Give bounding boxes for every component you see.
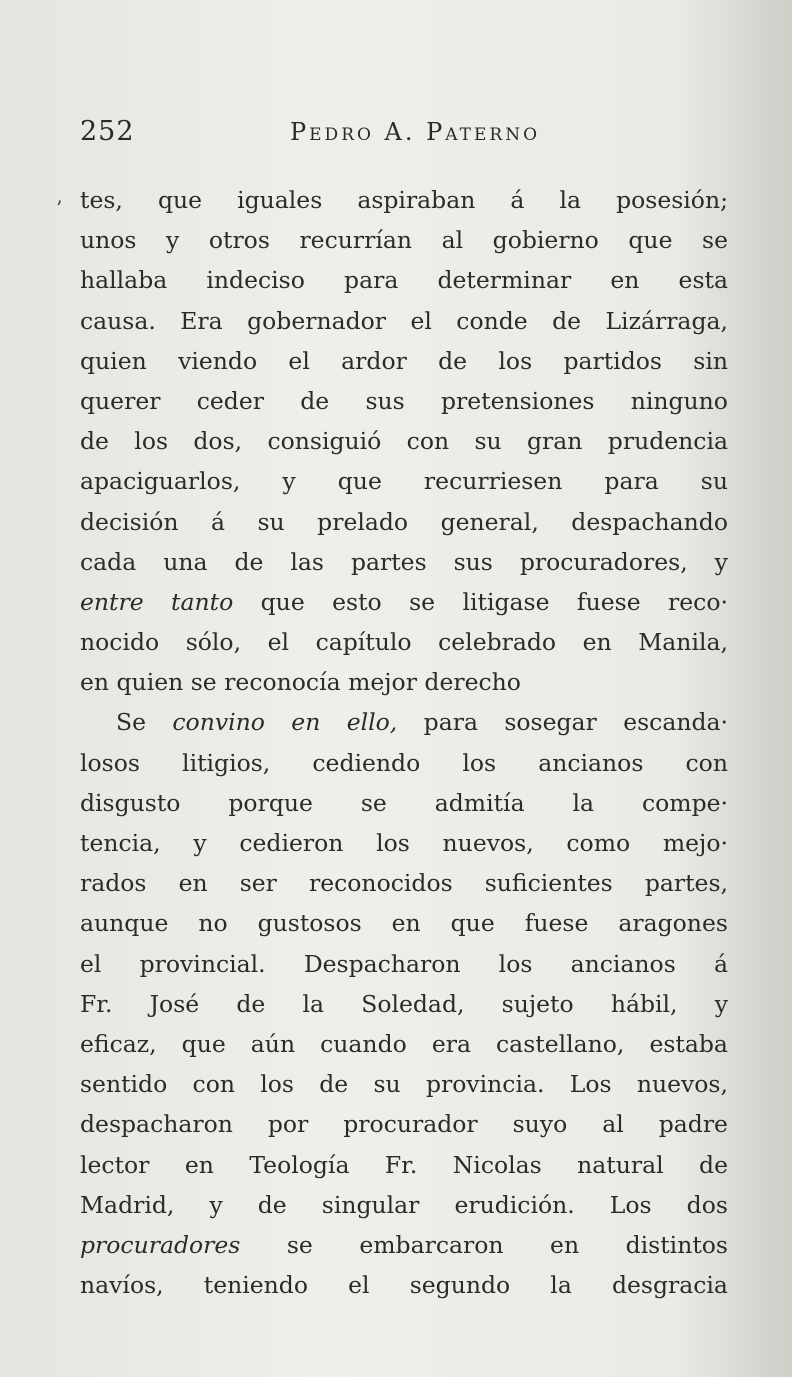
text-line [80,1225,728,1265]
word: Los [609,1190,652,1219]
word: era [431,1029,471,1058]
word: gobernador [247,306,387,335]
word: padre [658,1110,728,1139]
word: reco· [668,587,728,616]
word: Lizárraga, [605,306,728,335]
text-line [80,1145,728,1185]
word: disgusto [80,788,181,817]
word: recurrían [299,226,413,255]
word: segundo [409,1271,511,1300]
word: navíos, [80,1271,164,1300]
word: el [410,306,432,335]
text-line [80,542,728,582]
word: provincia. [425,1070,545,1099]
word: y [714,989,728,1018]
word: como [566,829,631,857]
text-line [80,662,728,702]
word: José [149,989,200,1018]
word: para [604,467,659,496]
word: Manila, [638,628,728,657]
word: con [192,1070,235,1099]
word: compe· [641,788,728,817]
word: de [300,386,330,415]
word: decisión [80,507,179,536]
text-line [80,220,728,260]
word: en [291,708,321,737]
word: conde [456,306,528,335]
word: posesión; [616,186,728,214]
text-line [80,1104,728,1144]
running-title: Pedro A. Paterno [290,118,540,146]
text-line [80,502,728,542]
word: causa. [80,306,156,335]
word: despachando [571,507,728,536]
word: á [210,507,225,536]
word: aragones [618,909,728,938]
word: al [441,226,464,255]
word: Los [569,1070,612,1099]
word: su [373,1070,401,1099]
word: una [163,547,208,576]
word: esto [332,587,382,616]
text-line [80,180,728,220]
word: procurador [343,1110,478,1139]
word: en [391,909,421,938]
word: en [550,1230,580,1259]
word: sujeto [501,989,574,1018]
word: á [713,949,728,978]
word: ser [239,869,277,898]
text-line [80,823,728,863]
word: sosegar [504,708,597,737]
word: celebrado [438,628,557,657]
word: gustosos [257,909,362,938]
word: de [257,1190,287,1219]
word: se [702,226,728,255]
word: en [610,266,640,295]
word: para [344,266,399,295]
word: cuando [320,1029,407,1058]
word: castellano, [496,1029,625,1058]
word: para [423,708,478,737]
word: aún [250,1029,296,1058]
word: el [267,628,290,657]
word: que [450,909,495,938]
word: provincial. [139,949,266,978]
word: la [302,989,325,1018]
word: despacharon [80,1110,233,1139]
word: y [166,226,180,255]
word: rados [80,869,147,898]
word: aspiraban [357,186,476,214]
word: Se [116,708,147,737]
word: unos [80,226,137,255]
word: los [498,949,533,978]
word: en [178,869,208,898]
word: singular [321,1190,420,1219]
word: reconocía [224,668,349,697]
page-header [80,116,730,152]
word: porque [228,788,313,817]
word: distintos [625,1230,728,1259]
word: y [193,829,207,857]
text-line [80,622,728,662]
word: ancianos [538,748,644,777]
word: quien [80,346,147,375]
text-line [80,743,728,783]
word: partes, [644,869,728,898]
word: consiguió [267,427,382,456]
word: Madrid, [80,1190,175,1219]
word: ceder [196,386,264,415]
word: con [685,748,728,777]
word: convino [172,708,265,737]
word: partes [350,547,427,576]
word: y [282,467,296,496]
text-line [80,1024,728,1064]
word: hábil, [610,989,678,1018]
word: iguales [237,186,323,214]
word: cediendo [312,748,421,777]
word: reconocidos [308,869,453,898]
word: tanto [171,587,234,616]
word: determinar [437,266,572,295]
word: prelado [317,507,409,536]
word: suyo [512,1110,568,1139]
text-line [80,903,728,943]
word: prudencia [607,427,728,456]
word: procuradores, [519,547,688,576]
word: y [714,547,728,576]
word: de [699,1150,728,1179]
word: sus [365,386,405,415]
word: cedieron [239,829,344,857]
word: desgracia [611,1271,728,1300]
word: sólo, [185,628,242,657]
word: por [267,1110,309,1139]
word: sus [453,547,493,576]
text-line [80,1265,728,1305]
word: la [550,1271,572,1300]
word: lector [80,1150,150,1179]
text-line [80,341,728,381]
word: viendo [178,346,258,375]
word: partidos [563,346,662,375]
text-line [80,421,728,461]
word: pretensiones [440,386,595,415]
word: procuradores [80,1230,241,1259]
word: se [409,587,436,616]
word: se [286,1230,313,1259]
word: los [498,346,533,375]
word: de [438,346,468,375]
word: que [337,467,382,496]
word: entre [80,587,144,616]
text-line [80,1064,728,1104]
word: ardor [341,346,407,375]
word: Soledad, [361,989,465,1018]
word: estaba [649,1029,728,1058]
word: derecho [424,668,521,697]
word: suficientes [484,869,613,898]
text-line [80,944,728,984]
word: Era [180,306,223,335]
word: nuevos, [636,1070,728,1099]
word: Teología [249,1150,350,1179]
word: de [552,306,582,335]
word: al [602,1110,624,1139]
word: gran [527,427,583,456]
word: se [190,668,225,697]
word: de [80,427,109,456]
word: se [360,788,387,817]
word: embarcaron [359,1230,504,1259]
word: ninguno [630,386,728,415]
word: en [582,628,612,657]
word: sin [693,346,728,375]
word: tencia, [80,829,161,857]
word: que [628,226,673,255]
text-line [80,582,728,622]
word: los [462,748,497,777]
word: eficaz, [80,1029,157,1058]
word: dos, [193,427,243,456]
word: los [260,1070,294,1099]
word: la [559,186,582,214]
word: Nicolas [452,1150,542,1179]
word: de [319,1070,349,1099]
word: los [376,829,410,857]
word: su [474,427,502,456]
word: querer [80,386,161,415]
word: Fr. [80,989,113,1018]
word: aunque [80,909,169,938]
word: mejo· [662,829,728,857]
word: fuese [524,909,589,938]
word: gobierno [492,226,599,255]
word: fuese [576,587,641,616]
word: otros [208,226,270,255]
word: su [700,467,728,496]
word: nuevos, [442,829,534,857]
body-text [80,180,728,1305]
word: el [80,949,102,978]
word: que [157,186,203,214]
word: la [572,788,595,817]
word: litigios, [182,748,271,777]
word: cada [80,547,137,576]
text-line [80,863,728,903]
word: escanda· [623,708,728,737]
word: de [236,989,266,1018]
word: ello, [346,708,398,737]
word: á [510,186,525,214]
word: que [181,1029,226,1058]
word: apaciguarlos, [80,467,241,496]
word: teniendo [203,1271,308,1300]
word: los [134,427,169,456]
word: recurriesen [423,467,563,496]
word: general, [440,507,539,536]
word: indeciso [206,266,305,295]
text-line [80,702,728,742]
word: y [209,1190,223,1219]
word: natural [577,1150,664,1179]
word: esta [678,266,728,295]
text-line [80,301,728,341]
word: litigase [462,587,550,616]
word: capítulo [315,628,412,657]
text-line [80,381,728,421]
word: dos [686,1190,728,1219]
word: Despacharon [303,949,461,978]
word: quien [116,668,191,697]
text-line [80,260,728,300]
word: losos [80,748,140,777]
word: su [257,507,285,536]
page-number: 252 [80,116,135,147]
word: tes, [80,186,123,214]
word: el [348,1271,370,1300]
word: Fr. [384,1150,418,1179]
word: las [290,547,324,576]
word: sentido [80,1070,168,1099]
word: erudición. [454,1190,575,1219]
text-line [80,984,728,1024]
word: mejor [348,668,425,697]
margin-mark: ’ [56,196,63,220]
word: en [80,668,117,697]
word: admitía [434,788,525,817]
text-line [80,461,728,501]
word: ancianos [570,949,676,978]
word: el [288,346,310,375]
word: que [260,587,305,616]
text-line [80,783,728,823]
text-line [80,1185,728,1225]
word: nocido [80,628,160,657]
word: con [406,427,450,456]
word: de [234,547,264,576]
word: no [198,909,228,938]
word: hallaba [80,266,168,295]
word: en [184,1150,214,1179]
